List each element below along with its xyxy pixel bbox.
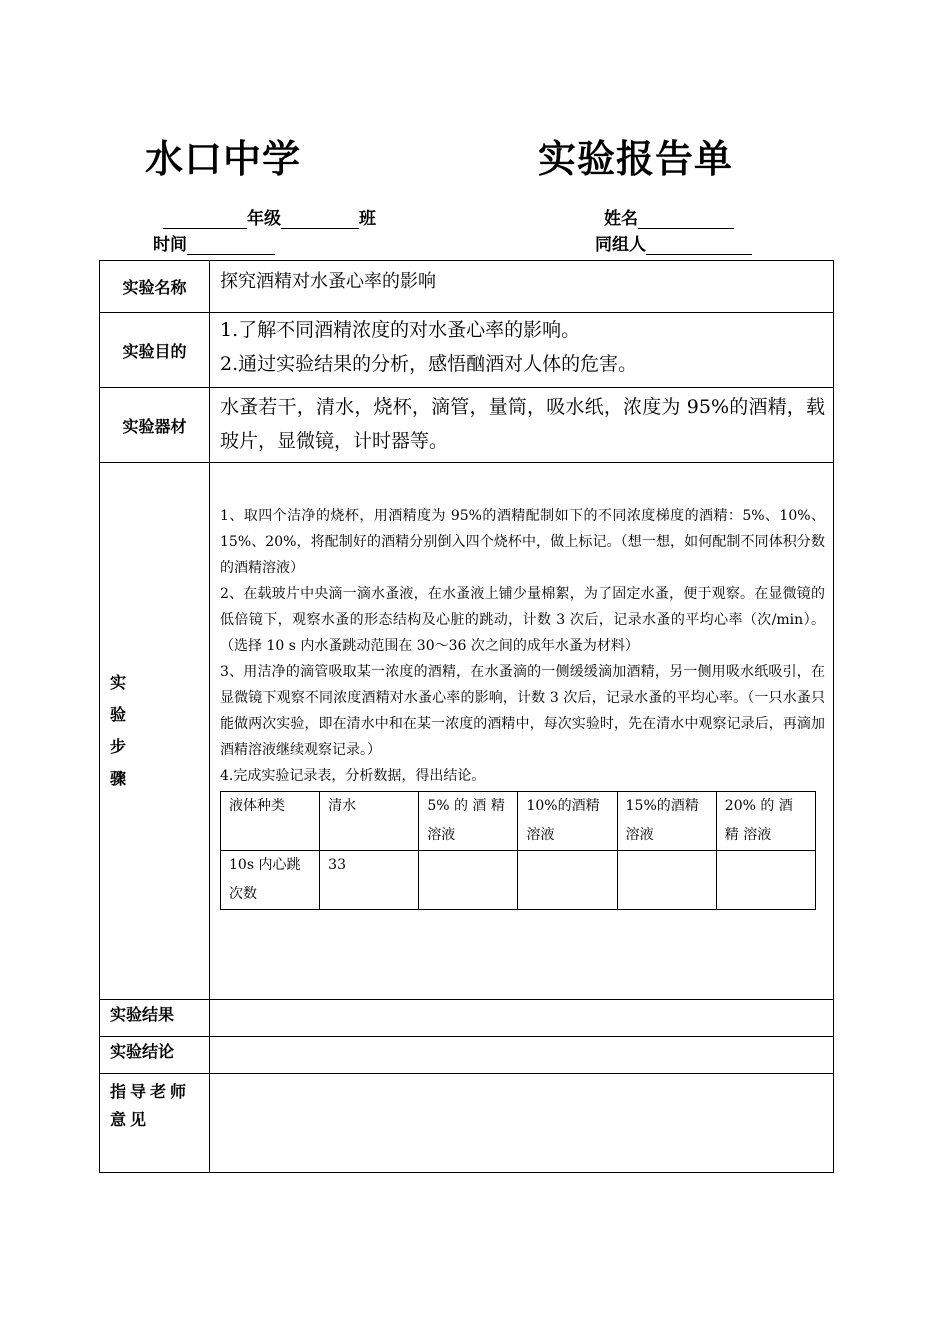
- purpose-item-1: 1.了解不同酒精浓度的对水蚤心率的影响。: [220, 319, 581, 341]
- purpose-value: [210, 313, 834, 388]
- result-label: 实验结果: [100, 1000, 210, 1037]
- steps-label-char: 验: [110, 705, 127, 724]
- result-value[interactable]: [210, 1000, 834, 1037]
- grade-blank[interactable]: [163, 210, 247, 229]
- name-label: 姓名: [604, 209, 638, 229]
- record-header-cell: 15%的酒精 溶液: [617, 792, 716, 851]
- record-data-cell[interactable]: [518, 851, 617, 910]
- row-teacher: [100, 1074, 834, 1173]
- record-header-row: [221, 792, 816, 851]
- record-data-cell: 33: [320, 851, 419, 910]
- time-label: 时间: [153, 235, 187, 255]
- record-data-cell[interactable]: [716, 851, 815, 910]
- grade-class-line: [163, 204, 376, 229]
- conclusion-value[interactable]: [210, 1037, 834, 1074]
- document-title: 实验报告单: [538, 137, 734, 181]
- grade-label: 年级: [247, 209, 281, 229]
- materials-value: 水蚤若干，清水，烧杯，滴管，量筒，吸水纸，浓度为 95%的酒精，载玻片，显微镜，计时器等。: [210, 388, 834, 463]
- name-line: [604, 204, 734, 229]
- steps-label-char: 步: [110, 737, 127, 756]
- record-header-cell: 20% 的 酒 精 溶液: [716, 792, 815, 851]
- row-materials: [100, 388, 834, 463]
- steps-label-char: 实: [110, 673, 127, 692]
- school-name: 水口中学: [145, 137, 302, 181]
- experiment-name-value: 探究酒精对水蚤心率的影响: [210, 261, 834, 313]
- class-label: 班: [359, 209, 376, 229]
- purpose-item-2: 2.通过实验结果的分析，感悟酗酒对人体的危害。: [220, 353, 638, 375]
- time-line: [153, 230, 275, 255]
- record-data-cell: 10s 内心跳 次数: [221, 851, 320, 910]
- row-purpose: [100, 313, 834, 388]
- record-table: [220, 791, 816, 910]
- report-table: [99, 260, 834, 1173]
- time-blank[interactable]: [187, 236, 275, 255]
- steps-content: [210, 463, 834, 1000]
- teacher-label: [100, 1074, 210, 1173]
- record-data-cell[interactable]: [617, 851, 716, 910]
- step-3: 3、用洁净的滴管吸取某一浓度的酒精，在水蚤滴的一侧缓缓滴加酒精，另一侧用吸水纸吸引，在显微镜下观察不同浓度酒精对水蚤心率的影响，计数 3 次后，记录水蚤的平均心率。（一只水蚤只能做两次实验，即在清水中和在某一浓度的酒精中，每次实验时，先在清水中观察记录后，再滴加酒精溶液继续观察记录。）: [220, 664, 825, 758]
- group-line: [595, 230, 752, 255]
- step-4: 4.完成实验记录表，分析数据，得出结论。: [220, 768, 486, 784]
- record-data-row: [221, 851, 816, 910]
- record-header-cell: 清水: [320, 792, 419, 851]
- purpose-label: 实验目的: [100, 313, 210, 388]
- steps-label-char: 骤: [110, 769, 127, 788]
- experiment-name-label: 实验名称: [100, 261, 210, 313]
- class-blank[interactable]: [281, 210, 359, 229]
- record-header-cell: 10%的酒精 溶液: [518, 792, 617, 851]
- group-label: 同组人: [595, 235, 646, 255]
- name-blank[interactable]: [638, 210, 734, 229]
- row-conclusion: [100, 1037, 834, 1074]
- row-steps: [100, 463, 834, 1000]
- row-result: [100, 1000, 834, 1037]
- step-2: 2、在载玻片中央滴一滴水蚤液，在水蚤液上铺少量棉絮，为了固定水蚤，便于观察。在显微镜的低倍镜下，观察水蚤的形态结构及心脏的跳动，计数 3 次后，记录水蚤的平均心率（次/min）。（选择 10 s 内水蚤跳动范围在 30～36 次之间的成年水蚤为材料）: [220, 586, 825, 654]
- materials-label: 实验器材: [100, 388, 210, 463]
- conclusion-label: 实验结论: [100, 1037, 210, 1074]
- teacher-label-line: 意见: [110, 1110, 151, 1129]
- group-blank[interactable]: [646, 236, 752, 255]
- row-experiment-name: [100, 261, 834, 313]
- record-header-cell: 液体种类: [221, 792, 320, 851]
- teacher-label-line: 指导老师: [110, 1082, 191, 1101]
- record-header-cell: 5% 的 酒 精 溶液: [419, 792, 518, 851]
- record-data-cell[interactable]: [419, 851, 518, 910]
- step-1: 1、取四个洁净的烧杯，用酒精度为 95%的酒精配制如下的不同浓度梯度的酒精：5%、10%、15%、20%，将配制好的酒精分别倒入四个烧杯中，做上标记。（想一想，如何配制不同体积分数的酒精溶液）: [220, 508, 825, 576]
- steps-label: [100, 463, 210, 1000]
- teacher-value[interactable]: [210, 1074, 834, 1173]
